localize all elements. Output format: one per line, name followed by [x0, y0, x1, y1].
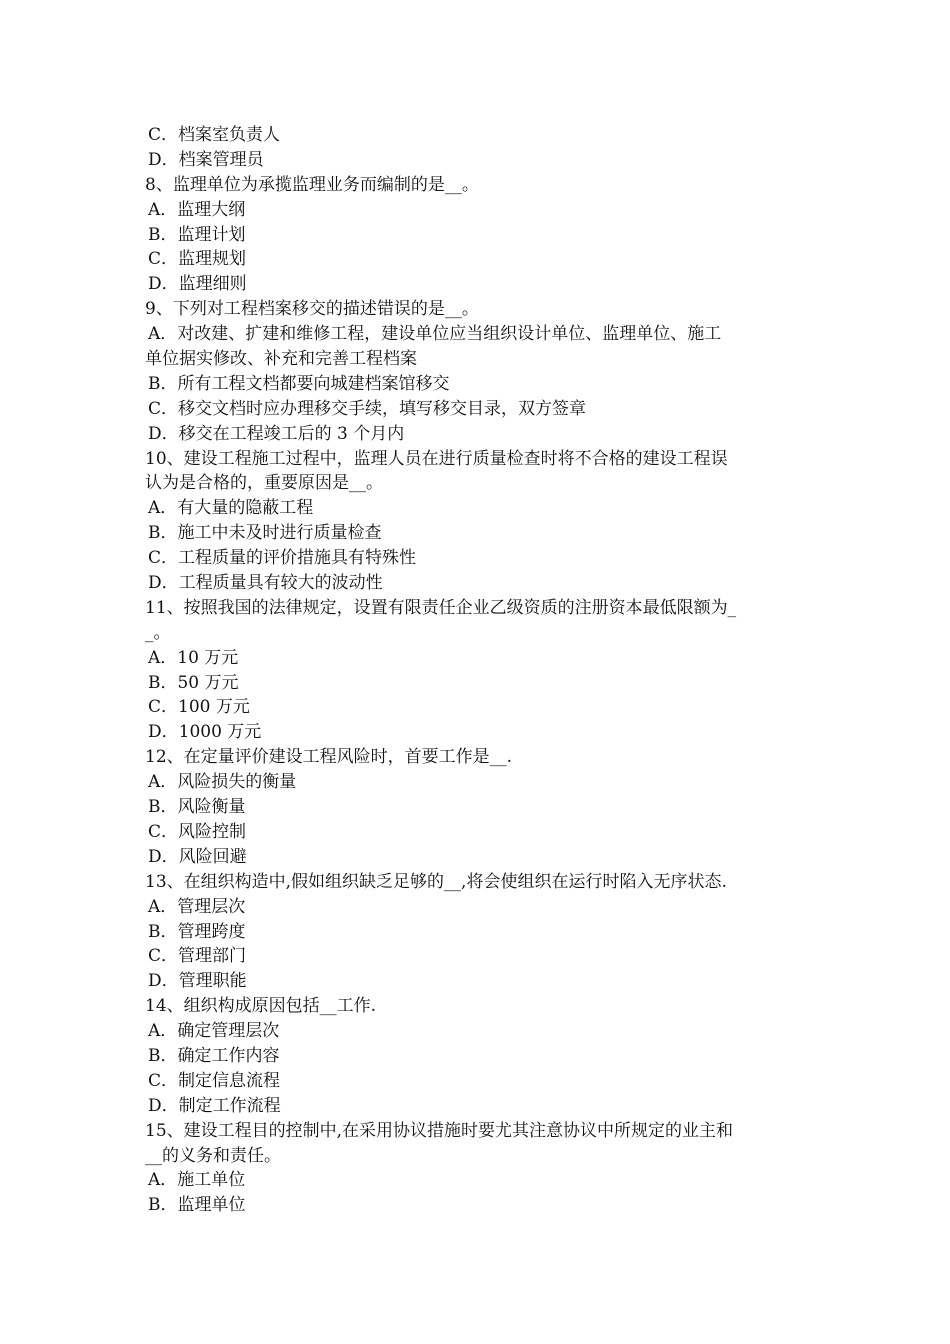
question-text: 9、下列对工程档案移交的描述错误的是__。 [145, 299, 479, 320]
answer-option: D．工程质量具有较大的波动性 [148, 573, 383, 594]
question-text-continuation: 认为是合格的，重要原因是__。 [145, 473, 383, 494]
question-list [145, 123, 810, 1218]
answer-option: A．管理层次 [148, 896, 246, 917]
answer-option: A．对改建、扩建和维修工程，建设单位应当组织设计单位、监理单位、施工 [148, 324, 722, 345]
answer-option: D．监理细则 [148, 274, 247, 295]
answer-option: D．制定工作流程 [148, 1095, 281, 1116]
answer-option: C．风险控制 [148, 821, 247, 842]
answer-option: B．50 万元 [148, 672, 239, 693]
answer-option: C．100 万元 [148, 697, 250, 718]
answer-option: C．移交文档时应办理移交手续，填写移交目录，双方签章 [148, 398, 587, 419]
question-text: 13、在组织构造中,假如组织缺乏足够的__,将会使组织在运行时陷入无序状态. [145, 871, 727, 892]
question-text: 14、组织构成原因包括__工作. [145, 996, 377, 1017]
answer-option: A．有大量的隐蔽工程 [148, 498, 314, 519]
answer-option: A．10 万元 [148, 647, 239, 668]
answer-option: C．工程质量的评价措施具有特殊性 [148, 548, 417, 569]
answer-option: A．确定管理层次 [148, 1021, 280, 1042]
answer-option: B．施工中未及时进行质量检查 [148, 523, 382, 544]
question-text: 15、建设工程目的控制中,在采用协议措施时要尤其注意协议中所规定的业主和 [145, 1120, 734, 1141]
answer-option: B．监理单位 [148, 1195, 246, 1216]
answer-option: C．制定信息流程 [148, 1070, 281, 1091]
question-text: 11、按照我国的法律规定，设置有限责任企业乙级资质的注册资本最低限额为_ [145, 597, 737, 618]
answer-option: B．所有工程文档都要向城建档案馆移交 [148, 373, 450, 394]
question-text: 8、监理单位为承揽监理业务而编制的是__。 [145, 174, 479, 195]
question-text-continuation: __的义务和责任。 [145, 1145, 281, 1166]
answer-option: D．管理职能 [148, 971, 247, 992]
question-text-continuation: 单位据实修改、补充和完善工程档案 [145, 349, 417, 370]
answer-option: D．1000 万元 [148, 722, 262, 743]
answer-option: C．监理规划 [148, 249, 247, 270]
answer-option: B．确定工作内容 [148, 1045, 280, 1066]
answer-option: B．监理计划 [148, 224, 246, 245]
question-text: 10、建设工程施工过程中，监理人员在进行质量检查时将不合格的建设工程误 [145, 448, 728, 469]
answer-option: C．档案室负责人 [148, 125, 281, 145]
answer-option: C．管理部门 [148, 946, 247, 967]
answer-option: D．移交在工程竣工后的 3 个月内 [148, 423, 405, 444]
answer-option: D．风险回避 [148, 846, 247, 867]
answer-option: A．监理大纲 [148, 199, 246, 220]
question-text-continuation: _。 [145, 622, 171, 643]
answer-option: A．风险损失的衡量 [148, 772, 297, 793]
answer-option: A．施工单位 [148, 1170, 246, 1191]
answer-option: D．档案管理员 [148, 149, 264, 170]
question-text: 12、在定量评价建设工程风险时，首要工作是__. [145, 747, 513, 768]
answer-option: B．管理跨度 [148, 921, 246, 942]
answer-option: B．风险衡量 [148, 797, 246, 818]
